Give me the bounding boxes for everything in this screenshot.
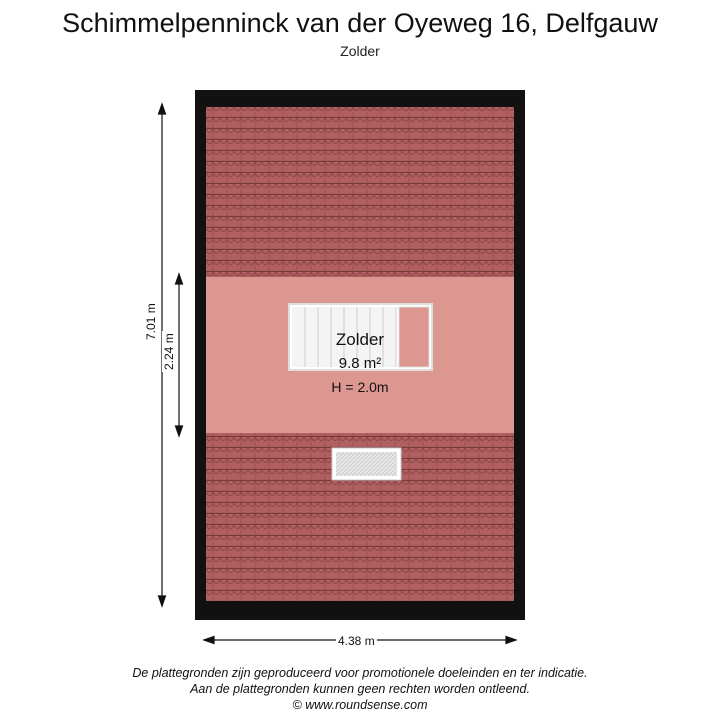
room-height: H = 2.0m [331,379,389,395]
floor-name: Zolder [340,43,380,59]
skylight [332,448,401,480]
plan-title: Schimmelpenninck van der Oyeweg 16, Delfgauw [62,8,658,38]
disclaimer-line-2: Aan de plattegronden kunnen geen rechten worden ontleend. [190,682,530,696]
dimension-label-inner-height: 2.24 m [162,333,176,370]
roof-top [206,107,514,277]
dimension-label-outer-height: 7.01 m [144,303,158,340]
room-area: 9.8 m² [338,355,382,372]
copyright-link[interactable]: © www.roundsense.com [292,698,428,712]
dimension-label-width: 4.38 m [338,634,375,648]
dimension-inner-height [176,274,183,436]
disclaimer-line-1: De plattegronden zijn geproduceerd voor promotionele doeleinden en ter indicatie. [132,666,588,680]
room-label: Zolder [335,330,385,349]
